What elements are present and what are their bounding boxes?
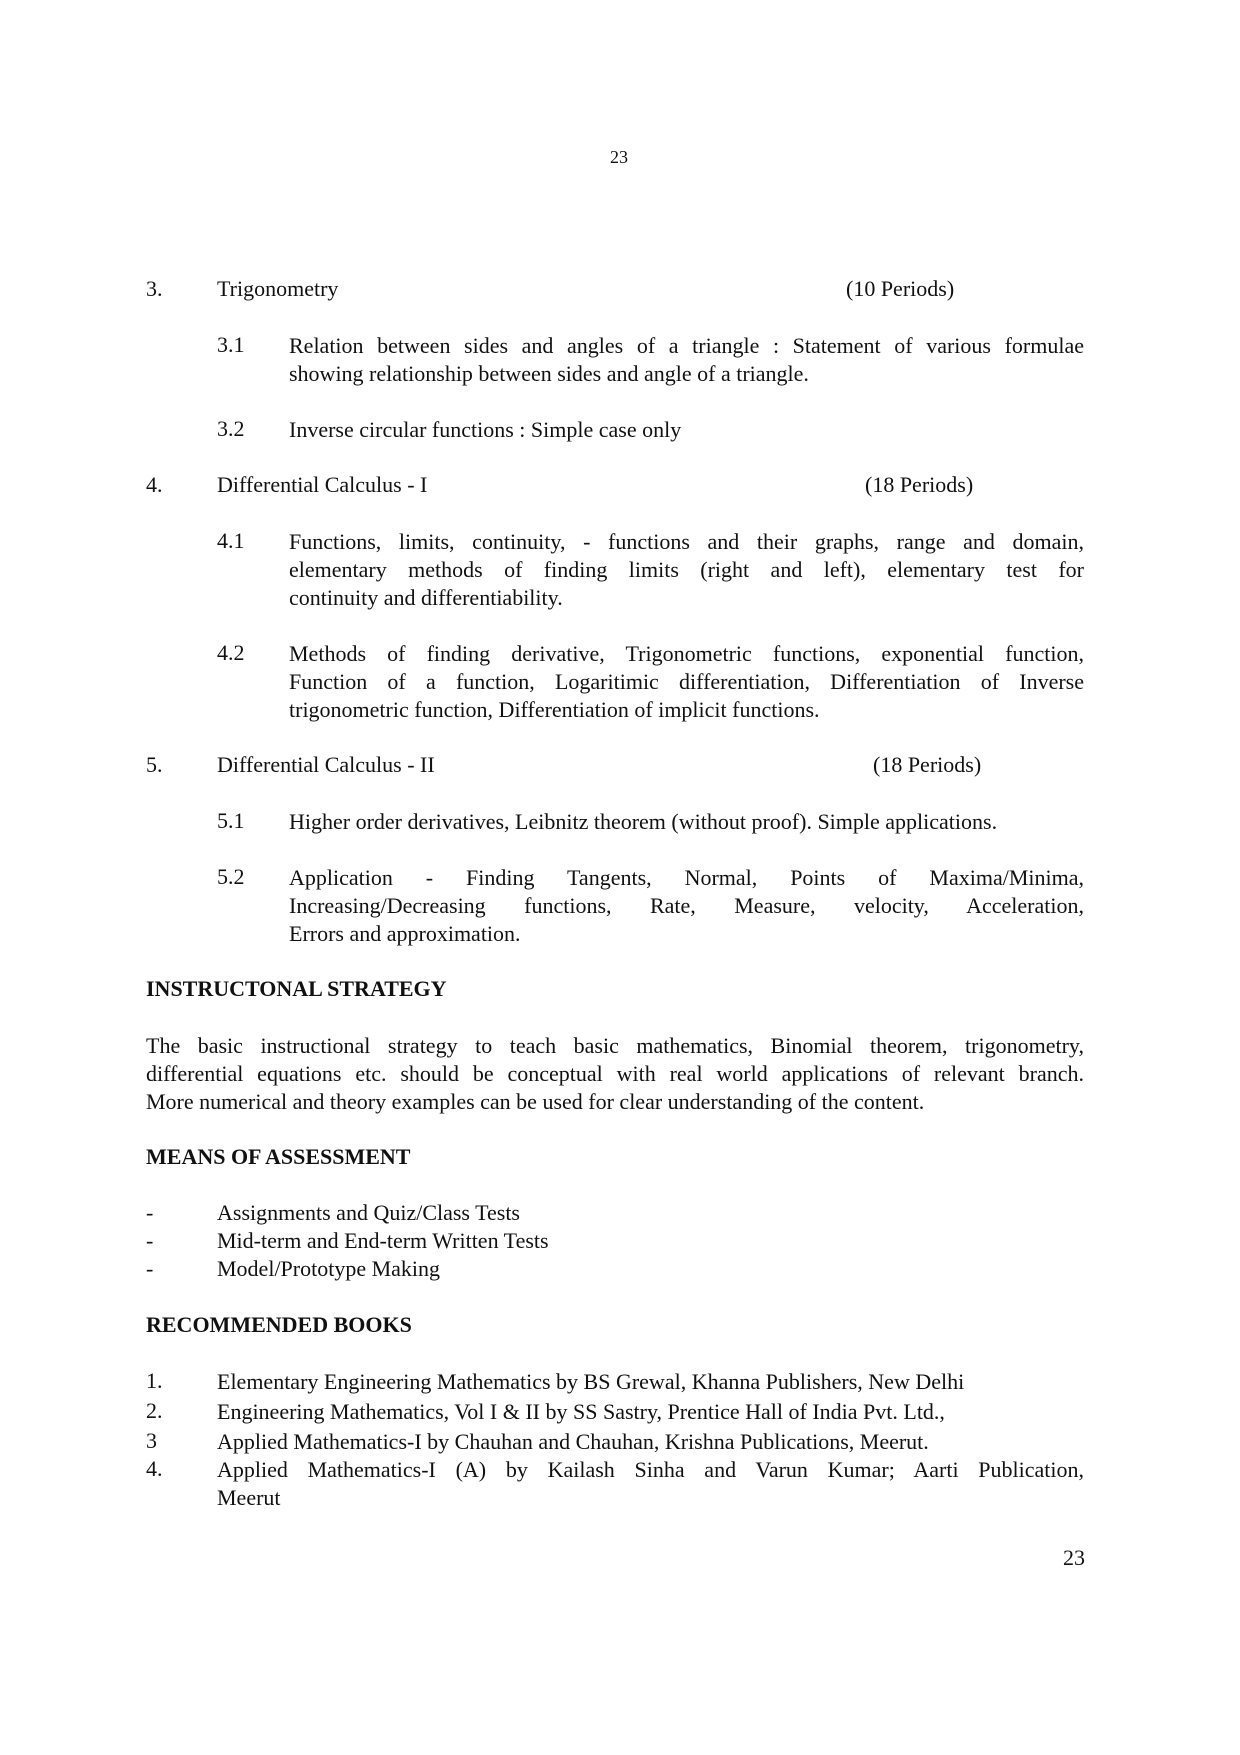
subtopic-number: 5.1 [217, 808, 245, 833]
text-line: Elementary Engineering Mathematics by BS Grewal, Khanna Publishers, New Delhi [217, 1369, 965, 1394]
assessment-item: Model/Prototype Making [217, 1256, 441, 1281]
text-line: Applied Mathematics-I by Chauhan and Chauhan, Krishna Publications, Meerut. [217, 1429, 929, 1454]
text-line: Engineering Mathematics, Vol I & II by SS Sastry, Prentice Hall of India Pvt. Ltd., [217, 1399, 945, 1424]
book-entry [217, 1456, 1084, 1512]
section-heading-assessment: MEANS OF ASSESSMENT [146, 1144, 411, 1169]
subtopic-text [289, 864, 1084, 948]
text-line: Higher order derivatives, Leibnitz theorem (without proof). Simple applications. [289, 809, 998, 834]
subtopic-text [289, 640, 1084, 724]
text-line: continuity and differentiability. [289, 585, 563, 610]
text-line: differential equations etc. should be conceptual with real world applications of relevant branch. [146, 1061, 1084, 1086]
page-number-top: 23 [610, 147, 628, 167]
unit-number: 5. [146, 752, 163, 777]
text-line: Applied Mathematics-I (A) by Kailash Sinha and Varun Kumar; Aarti Publication, [217, 1457, 1084, 1482]
text-line: The basic instructional strategy to teach basic mathematics, Binomial theorem, trigonometry, [146, 1033, 1084, 1058]
subtopic-number: 3.1 [217, 332, 245, 357]
text-line: Meerut [217, 1485, 281, 1510]
text-line: Function of a function, Logaritimic differentiation, Differentiation of Inverse [289, 669, 1084, 694]
book-number: 2. [146, 1398, 163, 1423]
section-heading-books: RECOMMENDED BOOKS [146, 1312, 412, 1337]
unit-number: 4. [146, 472, 163, 497]
subtopic-number: 5.2 [217, 864, 245, 889]
unit-periods: (10 Periods) [846, 276, 955, 301]
book-entry [217, 1428, 1084, 1456]
text-line: More numerical and theory examples can be used for clear understanding of the content. [146, 1089, 925, 1114]
book-entry [217, 1368, 1084, 1396]
page-number-bottom: 23 [1063, 1545, 1085, 1570]
section-heading-strategy: INSTRUCTONAL STRATEGY [146, 976, 447, 1001]
assessment-item: Mid-term and End-term Written Tests [217, 1228, 549, 1253]
unit-title: Trigonometry [217, 276, 339, 301]
text-line: Errors and approximation. [289, 921, 521, 946]
list-bullet: - [146, 1200, 154, 1225]
subtopic-number: 4.1 [217, 528, 245, 553]
strategy-paragraph [146, 1032, 1084, 1116]
text-line: showing relationship between sides and angle of a triangle. [289, 361, 809, 386]
subtopic-text [289, 332, 1084, 388]
unit-title: Differential Calculus - I [217, 472, 428, 497]
subtopic-text [289, 528, 1084, 612]
book-number: 3 [146, 1428, 157, 1453]
unit-periods: (18 Periods) [873, 752, 982, 777]
text-line: Inverse circular functions : Simple case only [289, 417, 682, 442]
text-line: elementary methods of finding limits (right and left), elementary test for [289, 557, 1084, 582]
list-bullet: - [146, 1228, 154, 1253]
text-line: Functions, limits, continuity, - functions and their graphs, range and domain, [289, 529, 1084, 554]
unit-periods: (18 Periods) [865, 472, 974, 497]
text-line: Increasing/Decreasing functions, Rate, Measure, velocity, Acceleration, [289, 893, 1084, 918]
subtopic-number: 4.2 [217, 640, 245, 665]
subtopic-text [289, 808, 1084, 836]
list-bullet: - [146, 1256, 154, 1281]
text-line: Methods of finding derivative, Trigonometric functions, exponential function, [289, 641, 1084, 666]
book-entry [217, 1398, 1084, 1426]
subtopic-text [289, 416, 1084, 444]
unit-number: 3. [146, 276, 163, 301]
unit-title: Differential Calculus - II [217, 752, 435, 777]
book-number: 4. [146, 1456, 163, 1481]
text-line: Application - Finding Tangents, Normal, Points of Maxima/Minima, [289, 865, 1084, 890]
assessment-item: Assignments and Quiz/Class Tests [217, 1200, 520, 1225]
text-line: Relation between sides and angles of a triangle : Statement of various formulae [289, 333, 1084, 358]
text-line: trigonometric function, Differentiation of implicit functions. [289, 697, 820, 722]
subtopic-number: 3.2 [217, 416, 245, 441]
book-number: 1. [146, 1368, 163, 1393]
